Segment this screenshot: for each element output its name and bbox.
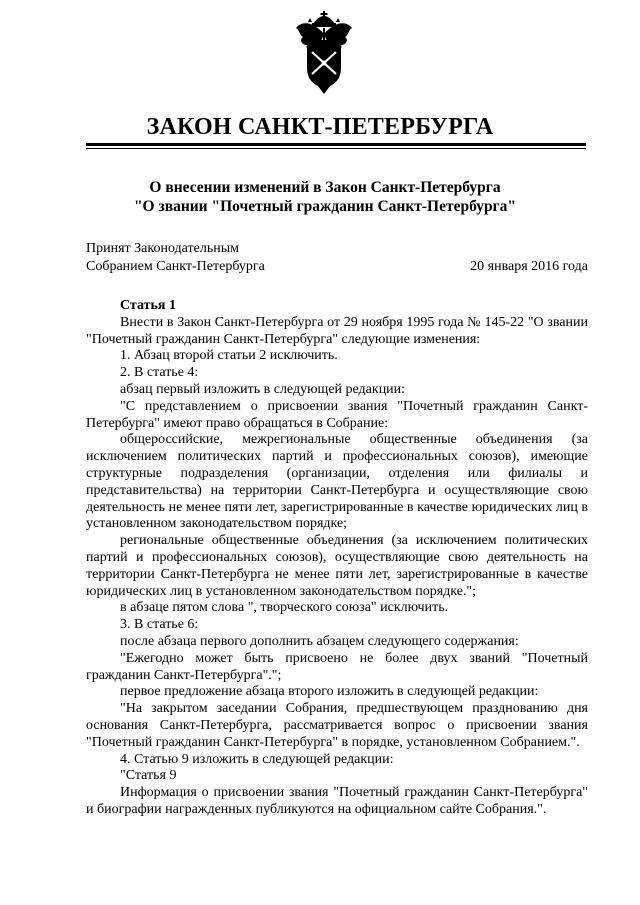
article-body [86, 298, 588, 819]
article-paragraph: 4. Статью 9 изложить в следующей редакции: [120, 751, 394, 767]
adoption-statement [86, 240, 265, 276]
subtitle-line: "О звании "Почетный гражданин Санкт-Петербурга" [133, 198, 517, 215]
article-paragraph: "С представлением о присвоении звания "Почетный гражданин Санкт-Петербурга" имеют право обращаться в Собрание: [86, 398, 588, 431]
coat-of-arms-emblem [294, 10, 354, 94]
subtitle-line: О внесении изменений в Закон Санкт-Петербурга [149, 179, 501, 196]
law-title: ЗАКОН САНКТ-ПЕТЕРБУРГА [146, 114, 494, 140]
title-rule-thick [86, 143, 586, 146]
adoption-line: Принят Законодательным [86, 241, 239, 256]
adoption-date: 20 января 2016 года [470, 259, 588, 274]
article-paragraph: Информация о присвоении звания "Почетный гражданин Санкт-Петербурга" и биографии награжденных публикуются на официальном сайте Собрания.". [86, 785, 588, 817]
article-paragraph: в абзаце пятом слова ", творческого союза" исключить. [120, 600, 449, 616]
article-paragraph: "Ежегодно может быть присвоено не более двух званий "Почетный гражданин Санкт-Петербурга"."; [86, 650, 588, 683]
article-paragraph: 1. Абзац второй статьи 2 исключить. [120, 348, 338, 364]
article-paragraph: 2. В статье 4: [120, 365, 199, 381]
article-paragraph: общероссийские, межрегиональные общественные объединения (за исключением политических партий и профессиональных союзов), имеющие структурные подразделения (организации, отделения или филиалы и представительства) на территории Санкт-Петербурга и осуществляющие свою деятельность не менее пяти лет, зарегистрированные в качестве юридических лиц в установленном законодательством порядке; [86, 432, 588, 532]
adoption-line: Собранием Санкт-Петербурга [86, 259, 265, 274]
article-paragraph: первое предложение абзаца второго изложить в следующей редакции: [120, 684, 539, 700]
title-rule-thin [86, 148, 586, 149]
article-paragraph: после абзаца первого дополнить абзацем следующего содержания: [120, 633, 519, 649]
article-paragraph: региональные общественные объединения (за исключением политических партий и профессиональных союзов), осуществляющие свою деятельность на территории Санкт-Петербурга не менее пяти лет, зарегистрированные в качестве юридических лиц в установленном законодательством порядке."; [86, 533, 588, 599]
article-heading: Статья 1 [120, 298, 176, 313]
law-subtitle [0, 178, 640, 216]
article-paragraph: "Статья 9 [120, 768, 177, 784]
article-paragraph: Внести в Закон Санкт-Петербурга от 29 ноября 1995 года № 145-22 "О звании "Почетный гражданин Санкт-Петербурга" следующие изменения: [86, 314, 588, 347]
article-paragraph: "На закрытом заседании Собрания, предшествующем празднованию дня основания Санкт-Петербурга, рассматривается вопрос о присвоении звания "Почетный гражданин Санкт-Петербурга" в порядке, установленном Собранием.". [86, 701, 588, 750]
article-paragraph: 3. В статье 6: [120, 617, 199, 633]
article-paragraph: абзац первый изложить в следующей редакции: [120, 381, 406, 397]
